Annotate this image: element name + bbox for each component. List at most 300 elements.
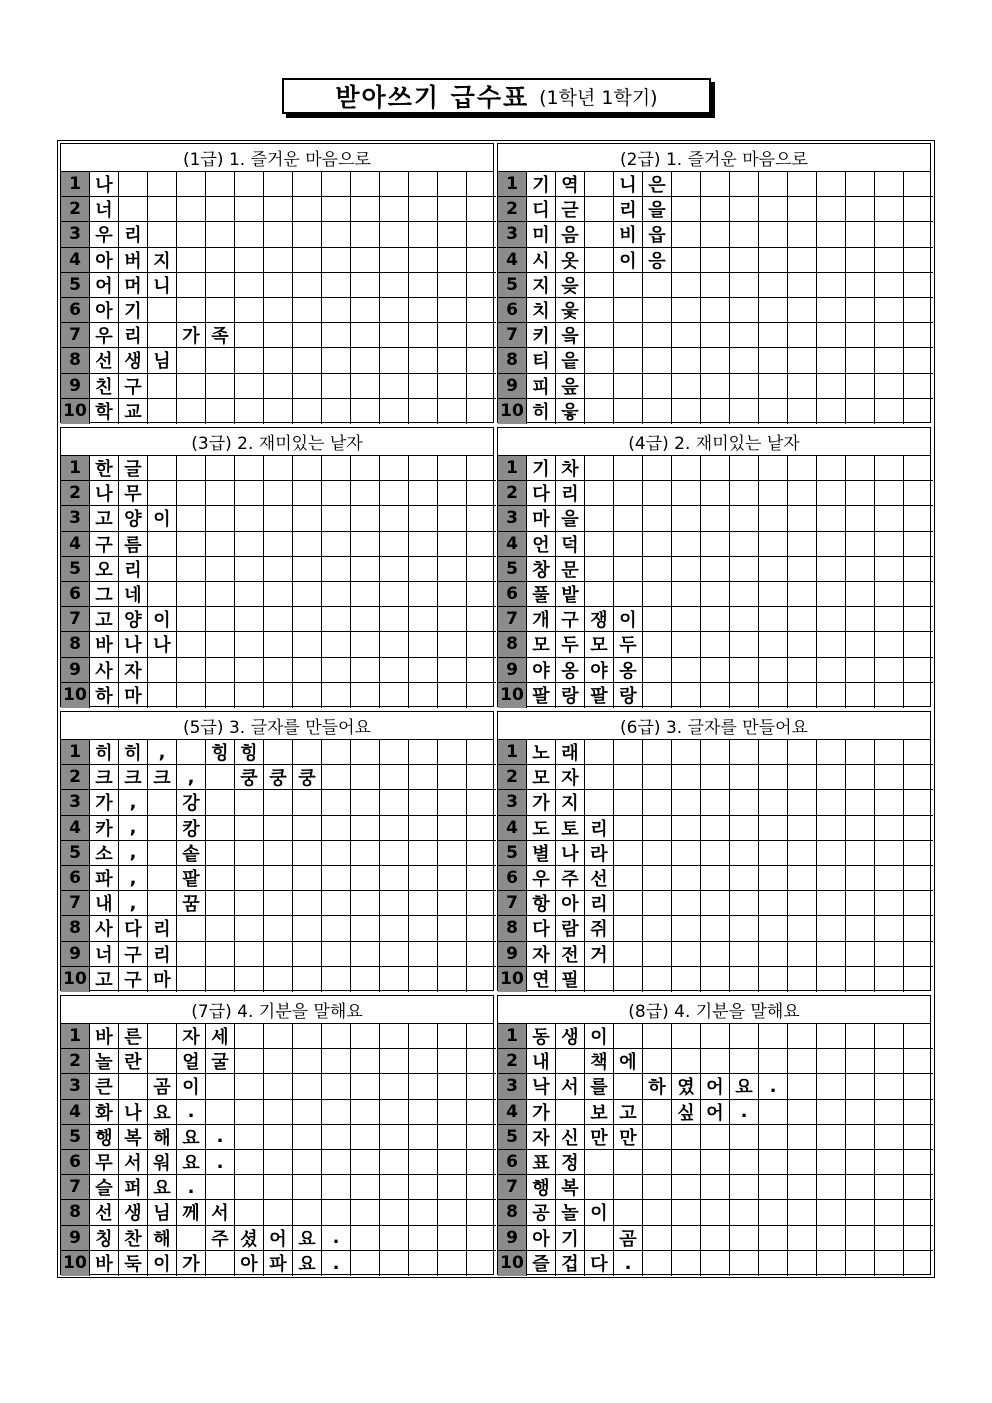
letter-cell bbox=[817, 323, 846, 348]
letter-cell bbox=[701, 222, 730, 247]
letter-cell bbox=[235, 683, 264, 708]
letter-cell bbox=[235, 582, 264, 607]
letter-cell bbox=[701, 740, 730, 765]
letter-cell bbox=[730, 481, 759, 506]
letter-cell bbox=[438, 1175, 467, 1200]
letter-cell: 바 bbox=[90, 632, 119, 657]
letter-cell: 이 bbox=[614, 607, 643, 632]
letter-cell bbox=[264, 506, 293, 531]
letter-cell bbox=[409, 683, 438, 708]
letter-cell bbox=[759, 1226, 788, 1251]
letter-cell bbox=[730, 632, 759, 657]
letter-cell bbox=[614, 348, 643, 373]
letter-cell bbox=[759, 399, 788, 424]
letter-cell bbox=[206, 632, 235, 657]
letter-cell: 다 bbox=[527, 916, 556, 941]
letter-cell bbox=[585, 323, 614, 348]
letter-cell: 친 bbox=[90, 374, 119, 399]
letter-cell bbox=[438, 1200, 467, 1225]
letter-cell bbox=[904, 222, 933, 247]
letter-cell bbox=[672, 1150, 701, 1175]
letter-cell: 퍼 bbox=[119, 1175, 148, 1200]
letter-cell bbox=[206, 942, 235, 967]
letter-cell: , bbox=[148, 740, 177, 765]
letter-cell: 서 bbox=[119, 1150, 148, 1175]
letter-cell: 파 bbox=[90, 866, 119, 891]
letter-cell bbox=[730, 683, 759, 708]
letter-cell: 옹 bbox=[556, 658, 585, 683]
letter-cell bbox=[701, 197, 730, 222]
letter-cell bbox=[380, 967, 409, 992]
letter-cell bbox=[817, 1251, 846, 1276]
letter-cell bbox=[904, 399, 933, 424]
letter-cell bbox=[409, 456, 438, 481]
letter-cell bbox=[672, 632, 701, 657]
letter-cell: 래 bbox=[556, 740, 585, 765]
letter-cell bbox=[322, 222, 351, 247]
letter-cell bbox=[177, 557, 206, 582]
letter-cell bbox=[759, 557, 788, 582]
letter-cell bbox=[585, 374, 614, 399]
letter-cell: 히 bbox=[527, 399, 556, 424]
letter-cell bbox=[817, 1150, 846, 1175]
letter-cell: 필 bbox=[556, 967, 585, 992]
row-number: 1 bbox=[498, 172, 527, 197]
letter-cell bbox=[817, 816, 846, 841]
letter-cell bbox=[206, 197, 235, 222]
letter-cell bbox=[206, 506, 235, 531]
letter-cell bbox=[875, 532, 904, 557]
letter-cell: 해 bbox=[148, 1226, 177, 1251]
letter-cell bbox=[672, 348, 701, 373]
letter-cell: 치 bbox=[527, 298, 556, 323]
letter-cell bbox=[467, 1125, 496, 1150]
letter-cell: 다 bbox=[585, 1251, 614, 1276]
letter-cell bbox=[672, 841, 701, 866]
letter-cell: 만 bbox=[585, 1125, 614, 1150]
letter-cell bbox=[614, 765, 643, 790]
letter-cell bbox=[264, 1024, 293, 1049]
letter-cell bbox=[875, 1125, 904, 1150]
letter-cell bbox=[614, 841, 643, 866]
letter-cell: 크 bbox=[90, 765, 119, 790]
letter-cell bbox=[206, 1074, 235, 1099]
letter-cell bbox=[235, 456, 264, 481]
letter-cell: 소 bbox=[90, 841, 119, 866]
letter-cell bbox=[585, 765, 614, 790]
letter-cell: 이 bbox=[148, 506, 177, 531]
letter-cell: 히 bbox=[90, 740, 119, 765]
letter-cell bbox=[380, 248, 409, 273]
letter-cell: 구 bbox=[90, 532, 119, 557]
letter-cell bbox=[351, 891, 380, 916]
letter-cell: 버 bbox=[119, 248, 148, 273]
letter-cell: 연 bbox=[527, 967, 556, 992]
letter-cell bbox=[235, 1200, 264, 1225]
letter-cell bbox=[585, 967, 614, 992]
letter-cell bbox=[614, 298, 643, 323]
letter-cell: 양 bbox=[119, 607, 148, 632]
letter-cell: 이 bbox=[585, 1024, 614, 1049]
letter-cell: 나 bbox=[90, 481, 119, 506]
word-grid bbox=[61, 172, 493, 424]
letter-cell bbox=[817, 506, 846, 531]
letter-cell bbox=[614, 1074, 643, 1099]
letter-cell bbox=[759, 1100, 788, 1125]
letter-cell: , bbox=[177, 765, 206, 790]
letter-cell bbox=[264, 456, 293, 481]
letter-cell: 쿵 bbox=[235, 765, 264, 790]
letter-cell: 모 bbox=[527, 765, 556, 790]
letter-cell bbox=[788, 456, 817, 481]
letter-cell bbox=[409, 1251, 438, 1276]
letter-cell bbox=[730, 456, 759, 481]
letter-cell bbox=[904, 740, 933, 765]
row-number: 10 bbox=[61, 967, 90, 992]
letter-cell bbox=[322, 1074, 351, 1099]
letter-cell bbox=[730, 582, 759, 607]
letter-cell: 리 bbox=[119, 222, 148, 247]
letter-cell bbox=[351, 740, 380, 765]
letter-cell bbox=[585, 1226, 614, 1251]
letter-cell: 사 bbox=[90, 916, 119, 941]
letter-cell bbox=[904, 456, 933, 481]
letter-cell bbox=[351, 1200, 380, 1225]
row-number: 1 bbox=[61, 172, 90, 197]
letter-cell bbox=[293, 790, 322, 815]
row-number: 6 bbox=[61, 582, 90, 607]
letter-cell bbox=[846, 1226, 875, 1251]
letter-cell bbox=[380, 891, 409, 916]
letter-cell bbox=[788, 658, 817, 683]
letter-cell bbox=[351, 1100, 380, 1125]
letter-cell bbox=[206, 1100, 235, 1125]
row-number: 4 bbox=[61, 1100, 90, 1125]
letter-cell bbox=[322, 967, 351, 992]
letter-cell: 키 bbox=[527, 323, 556, 348]
letter-cell bbox=[467, 222, 496, 247]
letter-cell bbox=[264, 197, 293, 222]
row-number: 6 bbox=[498, 1150, 527, 1175]
letter-cell bbox=[904, 866, 933, 891]
letter-cell: 팥 bbox=[177, 866, 206, 891]
letter-cell bbox=[788, 582, 817, 607]
letter-cell bbox=[672, 1125, 701, 1150]
letter-cell bbox=[672, 248, 701, 273]
letter-cell bbox=[643, 582, 672, 607]
letter-cell: 화 bbox=[90, 1100, 119, 1125]
row-number: 2 bbox=[498, 481, 527, 506]
row-number: 8 bbox=[498, 632, 527, 657]
letter-cell: 미 bbox=[527, 222, 556, 247]
letter-cell bbox=[788, 866, 817, 891]
row-number: 2 bbox=[61, 481, 90, 506]
letter-cell bbox=[409, 866, 438, 891]
letter-cell bbox=[875, 1150, 904, 1175]
letter-cell bbox=[380, 765, 409, 790]
letter-cell: . bbox=[614, 1251, 643, 1276]
letter-cell: 요 bbox=[148, 1175, 177, 1200]
letter-cell: 티 bbox=[527, 348, 556, 373]
letter-cell bbox=[846, 683, 875, 708]
letter-cell bbox=[235, 222, 264, 247]
letter-cell bbox=[467, 866, 496, 891]
letter-cell bbox=[788, 197, 817, 222]
letter-cell: , bbox=[119, 790, 148, 815]
letter-cell bbox=[614, 323, 643, 348]
letter-cell: 다 bbox=[527, 481, 556, 506]
letter-cell bbox=[148, 1024, 177, 1049]
letter-cell bbox=[643, 916, 672, 941]
letter-cell bbox=[672, 607, 701, 632]
letter-cell bbox=[817, 790, 846, 815]
letter-cell bbox=[817, 891, 846, 916]
letter-cell bbox=[614, 967, 643, 992]
letter-cell bbox=[904, 348, 933, 373]
letter-cell bbox=[614, 891, 643, 916]
letter-cell bbox=[846, 481, 875, 506]
letter-cell bbox=[846, 532, 875, 557]
letter-cell: 아 bbox=[527, 1226, 556, 1251]
letter-cell bbox=[380, 1100, 409, 1125]
letter-cell bbox=[817, 1049, 846, 1074]
row-number: 1 bbox=[61, 456, 90, 481]
letter-cell bbox=[148, 582, 177, 607]
letter-cell: 쿵 bbox=[264, 765, 293, 790]
letter-cell bbox=[148, 866, 177, 891]
letter-cell bbox=[730, 222, 759, 247]
letter-cell bbox=[177, 740, 206, 765]
letter-cell bbox=[817, 942, 846, 967]
letter-cell bbox=[467, 607, 496, 632]
letter-cell bbox=[148, 481, 177, 506]
letter-cell: 고 bbox=[614, 1100, 643, 1125]
letter-cell bbox=[730, 557, 759, 582]
letter-cell bbox=[467, 582, 496, 607]
letter-cell bbox=[206, 841, 235, 866]
letter-cell: 리 bbox=[148, 942, 177, 967]
letter-cell bbox=[672, 374, 701, 399]
letter-cell: 모 bbox=[585, 632, 614, 657]
letter-cell bbox=[264, 942, 293, 967]
letter-cell: 라 bbox=[585, 841, 614, 866]
letter-cell bbox=[264, 1200, 293, 1225]
letter-cell bbox=[206, 967, 235, 992]
letter-cell: 고 bbox=[90, 506, 119, 531]
letter-cell bbox=[730, 891, 759, 916]
letter-cell bbox=[759, 790, 788, 815]
letter-cell bbox=[614, 790, 643, 815]
letter-cell: 밭 bbox=[556, 582, 585, 607]
letter-cell bbox=[904, 1049, 933, 1074]
letter-cell bbox=[235, 248, 264, 273]
letter-cell bbox=[701, 399, 730, 424]
letter-cell bbox=[438, 172, 467, 197]
letter-cell bbox=[759, 1125, 788, 1150]
dictation-grid-sheet bbox=[57, 140, 935, 1278]
letter-cell bbox=[409, 1200, 438, 1225]
letter-cell: 요 bbox=[293, 1226, 322, 1251]
letter-cell bbox=[206, 222, 235, 247]
row-number: 1 bbox=[498, 740, 527, 765]
letter-cell: . bbox=[759, 1074, 788, 1099]
letter-cell bbox=[351, 1226, 380, 1251]
letter-cell bbox=[206, 866, 235, 891]
letter-cell bbox=[438, 916, 467, 941]
letter-cell bbox=[904, 323, 933, 348]
letter-cell bbox=[264, 816, 293, 841]
letter-cell bbox=[380, 916, 409, 941]
letter-cell bbox=[875, 1074, 904, 1099]
letter-cell bbox=[788, 632, 817, 657]
letter-cell bbox=[875, 399, 904, 424]
letter-cell: 읍 bbox=[643, 222, 672, 247]
letter-cell bbox=[730, 658, 759, 683]
panel-heading: (6급) 3. 글자를 만들어요 bbox=[498, 712, 930, 740]
row-number: 3 bbox=[498, 222, 527, 247]
letter-cell bbox=[322, 557, 351, 582]
letter-cell: 이 bbox=[148, 1251, 177, 1276]
row-number: 10 bbox=[61, 1251, 90, 1276]
letter-cell: 이 bbox=[614, 248, 643, 273]
letter-cell bbox=[817, 399, 846, 424]
letter-cell bbox=[759, 1175, 788, 1200]
worksheet-title bbox=[282, 78, 711, 114]
letter-cell: 하 bbox=[643, 1074, 672, 1099]
letter-cell bbox=[322, 582, 351, 607]
letter-cell bbox=[701, 481, 730, 506]
letter-cell bbox=[148, 197, 177, 222]
letter-cell bbox=[293, 1125, 322, 1150]
letter-cell: 교 bbox=[119, 399, 148, 424]
letter-cell bbox=[701, 557, 730, 582]
letter-cell bbox=[206, 399, 235, 424]
letter-cell: 내 bbox=[527, 1049, 556, 1074]
letter-cell bbox=[409, 348, 438, 373]
letter-cell bbox=[235, 841, 264, 866]
letter-cell bbox=[148, 683, 177, 708]
letter-cell bbox=[438, 557, 467, 582]
letter-cell bbox=[556, 1049, 585, 1074]
letter-cell bbox=[875, 790, 904, 815]
letter-cell bbox=[585, 557, 614, 582]
letter-cell bbox=[293, 1150, 322, 1175]
letter-cell: 우 bbox=[90, 222, 119, 247]
row-number: 6 bbox=[498, 866, 527, 891]
letter-cell bbox=[672, 1049, 701, 1074]
letter-cell bbox=[846, 582, 875, 607]
letter-cell bbox=[235, 374, 264, 399]
panel-heading: (4급) 2. 재미있는 낱자 bbox=[498, 428, 930, 456]
letter-cell bbox=[817, 248, 846, 273]
letter-cell bbox=[875, 1175, 904, 1200]
letter-cell bbox=[730, 967, 759, 992]
letter-cell: 요 bbox=[293, 1251, 322, 1276]
letter-cell bbox=[322, 1200, 351, 1225]
letter-cell bbox=[351, 1175, 380, 1200]
letter-cell bbox=[206, 273, 235, 298]
letter-cell bbox=[293, 532, 322, 557]
letter-cell bbox=[409, 323, 438, 348]
letter-cell bbox=[585, 197, 614, 222]
letter-cell bbox=[293, 1049, 322, 1074]
letter-cell bbox=[788, 323, 817, 348]
letter-cell: 쿵 bbox=[293, 765, 322, 790]
letter-cell: 곰 bbox=[614, 1226, 643, 1251]
letter-cell bbox=[759, 942, 788, 967]
letter-cell bbox=[409, 273, 438, 298]
letter-cell bbox=[904, 1074, 933, 1099]
letter-cell bbox=[351, 481, 380, 506]
letter-cell bbox=[817, 1175, 846, 1200]
letter-cell bbox=[322, 765, 351, 790]
letter-cell bbox=[148, 790, 177, 815]
row-number: 9 bbox=[61, 1226, 90, 1251]
letter-cell: 고 bbox=[90, 967, 119, 992]
letter-cell bbox=[293, 374, 322, 399]
letter-cell bbox=[438, 582, 467, 607]
word-grid bbox=[498, 172, 930, 424]
row-number: 5 bbox=[498, 1125, 527, 1150]
letter-cell bbox=[351, 1125, 380, 1150]
letter-cell: 학 bbox=[90, 399, 119, 424]
letter-cell bbox=[438, 481, 467, 506]
letter-cell bbox=[293, 172, 322, 197]
letter-cell bbox=[235, 1024, 264, 1049]
letter-cell bbox=[380, 816, 409, 841]
letter-cell bbox=[817, 532, 846, 557]
letter-cell: 곰 bbox=[148, 1074, 177, 1099]
letter-cell: 노 bbox=[527, 740, 556, 765]
panel-heading: (3급) 2. 재미있는 낱자 bbox=[61, 428, 493, 456]
letter-cell bbox=[438, 1074, 467, 1099]
letter-cell bbox=[846, 273, 875, 298]
letter-cell bbox=[614, 816, 643, 841]
letter-cell bbox=[351, 658, 380, 683]
letter-cell bbox=[788, 765, 817, 790]
letter-cell bbox=[351, 967, 380, 992]
letter-cell bbox=[788, 1024, 817, 1049]
letter-cell bbox=[730, 1200, 759, 1225]
letter-cell bbox=[788, 348, 817, 373]
letter-cell bbox=[643, 298, 672, 323]
letter-cell bbox=[380, 942, 409, 967]
letter-cell bbox=[438, 399, 467, 424]
letter-cell bbox=[672, 1024, 701, 1049]
letter-cell bbox=[235, 1049, 264, 1074]
letter-cell bbox=[293, 557, 322, 582]
letter-cell bbox=[409, 506, 438, 531]
row-number: 5 bbox=[498, 841, 527, 866]
letter-cell bbox=[846, 348, 875, 373]
letter-cell: 복 bbox=[556, 1175, 585, 1200]
letter-cell bbox=[293, 273, 322, 298]
letter-cell bbox=[322, 1150, 351, 1175]
letter-cell bbox=[177, 273, 206, 298]
letter-cell bbox=[730, 298, 759, 323]
letter-cell bbox=[672, 1200, 701, 1225]
letter-cell bbox=[817, 841, 846, 866]
level-panel bbox=[497, 995, 931, 1275]
letter-cell bbox=[351, 273, 380, 298]
letter-cell bbox=[351, 942, 380, 967]
letter-cell bbox=[380, 607, 409, 632]
letter-cell: . bbox=[177, 1175, 206, 1200]
letter-cell bbox=[409, 658, 438, 683]
letter-cell: 지 bbox=[527, 273, 556, 298]
letter-cell: 기 bbox=[556, 1226, 585, 1251]
letter-cell bbox=[235, 967, 264, 992]
